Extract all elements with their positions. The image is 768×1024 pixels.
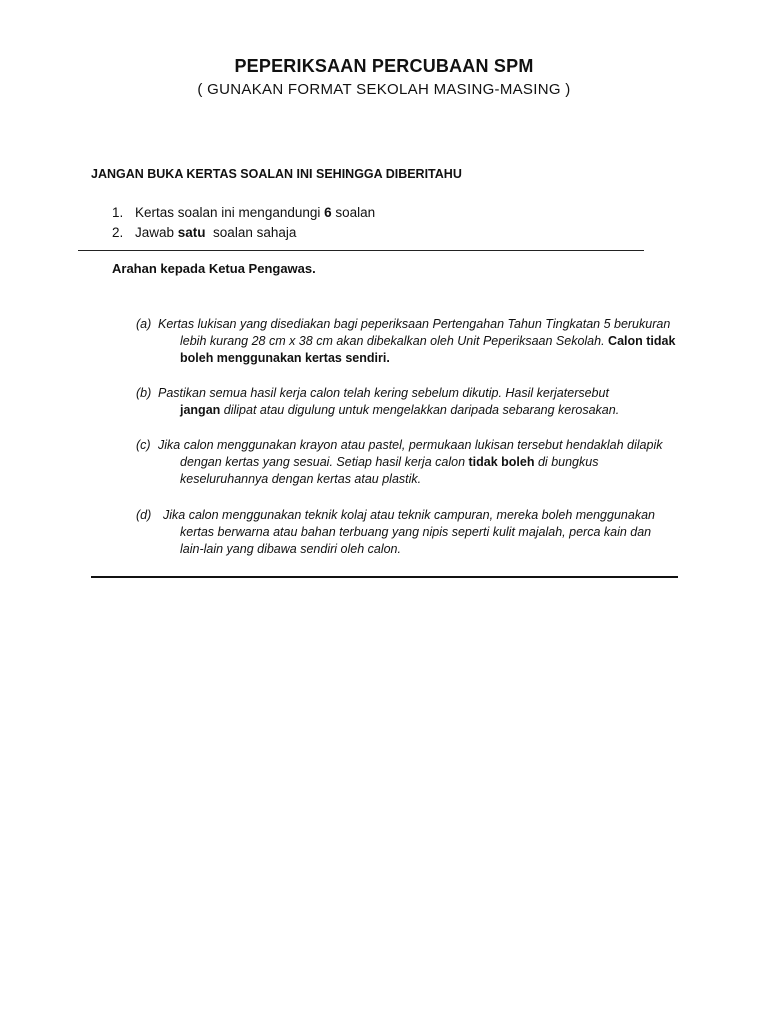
paragraph-line — [136, 350, 677, 367]
paragraph-line — [136, 316, 677, 333]
rule-item — [112, 223, 375, 243]
paragraph-label: (c) — [136, 438, 151, 452]
paragraph-line — [136, 385, 677, 402]
page-subtitle: ( GUNAKAN FORMAT SEKOLAH MASING-MASING ) — [197, 81, 571, 98]
paragraph-text: Kertas lukisan yang disediakan bagi peperiksaan Pertengahan Tahun Tingkatan 5 berukuran — [158, 317, 671, 331]
rule-text: Jawab — [135, 225, 178, 240]
paragraph-line — [136, 333, 677, 350]
rule-text: soalan — [331, 205, 376, 220]
rule-text: Kertas soalan ini mengandungi — [135, 205, 325, 220]
paragraph-word: kertas — [225, 455, 260, 469]
paragraph-word: sesuai. — [293, 455, 333, 469]
paragraph-text: lebih kurang 28 cm x 38 cm akan dibekalkan oleh Unit Peperiksaan Sekolah. — [180, 334, 605, 348]
section-divider — [91, 576, 678, 578]
rule-emphasis: 6 — [324, 205, 332, 220]
rules-list — [112, 203, 375, 243]
paragraph-emphasis: jangan — [180, 403, 221, 417]
paragraph-word: kerja — [404, 455, 432, 469]
paragraph-label: (b) — [136, 386, 152, 400]
paragraph-word: bungkus — [551, 455, 599, 469]
instruction-paragraph-c — [136, 437, 677, 488]
paragraph-word: hasil — [375, 455, 402, 469]
paragraph-text: dilipat atau digulung untuk mengelakkan daripada sebarang kerosakan. — [220, 403, 620, 417]
paragraph-word: di — [537, 455, 548, 469]
paragraph-text: Jika calon menggunakan teknik kolaj atau teknik campuran, mereka boleh menggunakan — [163, 508, 655, 522]
rule-emphasis: satu — [177, 225, 206, 240]
paragraph-line — [136, 437, 677, 454]
instruction-paragraph-a — [136, 316, 677, 367]
paragraph-word: Setiap — [336, 455, 372, 469]
paragraph-line — [136, 507, 677, 524]
paragraph-line — [136, 541, 677, 558]
paragraph-text: lain-lain yang dibawa sendiri oleh calon. — [180, 542, 401, 556]
paragraph-text: . — [386, 351, 390, 365]
paragraph-emphasis: Calon tidak — [608, 334, 676, 348]
rule-text: soalan sahaja — [205, 225, 297, 240]
paragraph-text: Pastikan semua hasil kerja calon telah kering sebelum dikutip. Hasil kerja — [158, 386, 564, 400]
paragraph-word: yang — [262, 455, 290, 469]
paragraph-text-group — [136, 386, 564, 400]
paragraph-label: (d) — [136, 508, 152, 522]
divider-line — [78, 250, 644, 251]
paragraph-label: (a) — [136, 317, 152, 331]
paragraph-emphasis: tidak boleh — [468, 455, 535, 469]
instruction-paragraph-b — [136, 385, 677, 419]
rule-number: 1. — [112, 205, 124, 220]
paragraph-emphasis: boleh menggunakan kertas sendiri — [180, 351, 387, 365]
warning-notice: JANGAN BUKA KERTAS SOALAN INI SEHINGGA DIBERITAHU — [91, 167, 462, 181]
paragraph-text: tersebut — [563, 386, 609, 400]
paragraph-text: Jika calon menggunakan krayon atau pastel, permukaan lukisan tersebut hendaklah dilapik — [158, 438, 663, 452]
page-title: PEPERIKSAAN PERCUBAAN SPM — [234, 56, 534, 76]
paragraph-line — [136, 402, 677, 419]
paragraph-line — [136, 471, 677, 488]
paragraph-text: keseluruhannya dengan kertas atau plastik. — [180, 472, 422, 486]
rule-number: 2. — [112, 225, 124, 240]
paragraph-word: dengan — [180, 455, 222, 469]
paragraph-word: calon — [435, 455, 466, 469]
paragraph-text: kertas berwarna atau bahan terbuang yang nipis seperti kulit majalah, perca kain dan — [180, 525, 652, 539]
rule-item — [112, 203, 375, 223]
instruction-paragraph-d — [136, 507, 677, 558]
paragraph-line — [136, 524, 677, 541]
instructions-heading: Arahan kepada Ketua Pengawas. — [112, 261, 316, 276]
paragraph-line — [180, 454, 677, 471]
